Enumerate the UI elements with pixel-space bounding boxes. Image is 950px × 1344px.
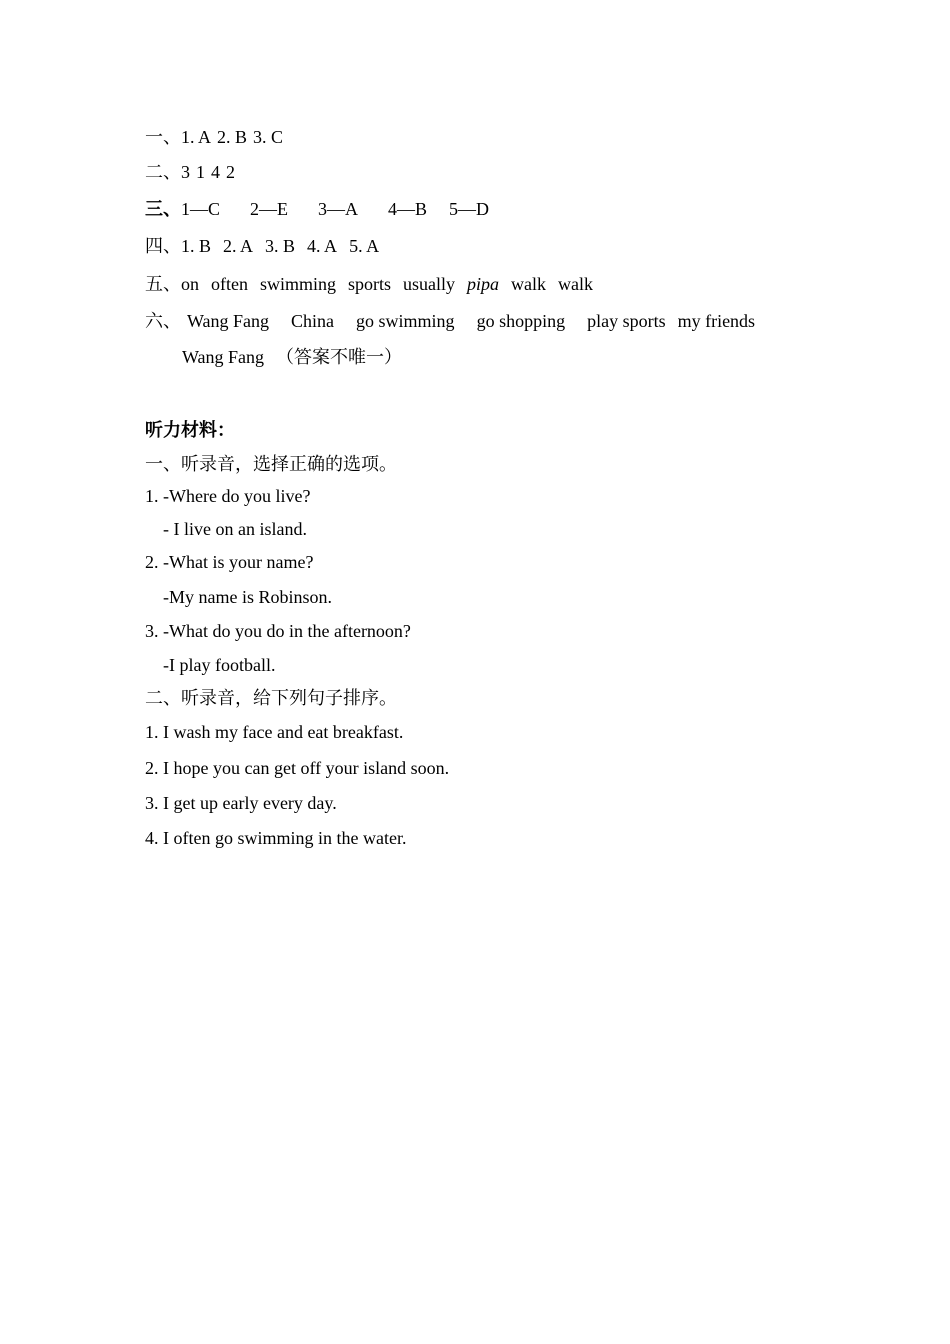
answer-section-4 (145, 235, 379, 257)
answer-item: on (181, 274, 199, 294)
answer-item: 2 (226, 162, 235, 182)
section-label: 二、 (145, 162, 181, 182)
answer-item: swimming (259, 274, 336, 294)
answer-item: 5. A (349, 236, 380, 256)
listening-line: 1. -Where do you live? (145, 486, 311, 506)
listening-line: -My name is Robinson. (163, 587, 332, 607)
listening-part-2-heading: 二、听录音，给下列句子排序。 (145, 688, 397, 708)
answer-item: my friends (677, 311, 756, 331)
answer-section-6 (145, 310, 755, 332)
listening-line: 2. I hope you can get off your island soon. (145, 758, 450, 778)
answer-item: 1 (196, 162, 205, 182)
answer-item: Wang Fang (187, 311, 270, 331)
section-label: 四、 (145, 236, 181, 256)
listening-title: 听力材料： (145, 420, 235, 440)
section-label: 五、 (145, 274, 181, 294)
answer-item: go swimming (356, 311, 455, 331)
answer-item: 2—E (250, 199, 289, 219)
section-label: 六、 (145, 311, 181, 331)
answer-section-1 (145, 126, 283, 148)
answer-item: 3. B (265, 236, 296, 256)
answer-note: （答案不唯一） (276, 347, 403, 367)
listening-part-1-heading: 一、听录音，选择正确的选项。 (145, 454, 397, 474)
answer-item: pipa (467, 274, 500, 294)
answer-item: 4. A (307, 236, 338, 256)
answer-item: 4—B (388, 199, 428, 219)
section-label: 一、 (145, 127, 181, 147)
answer-item: 5—D (449, 199, 490, 219)
answer-item: 1—C (181, 199, 221, 219)
answer-item: 3 (181, 162, 190, 182)
listening-line: 3. -What do you do in the afternoon? (145, 621, 411, 641)
answer-item: play sports (587, 311, 666, 331)
answer-item: Wang Fang (182, 347, 265, 367)
answer-item: China (291, 311, 335, 331)
answer-item: 2. B (217, 127, 248, 147)
answer-item: sports (348, 274, 392, 294)
listening-line: 2. -What is your name? (145, 552, 314, 572)
answer-item: walk (511, 274, 547, 294)
answer-item: usually (403, 274, 456, 294)
answer-item: 4 (211, 162, 220, 182)
answer-item: 3. C (253, 127, 284, 147)
listening-line: - I live on an island. (163, 519, 307, 539)
answer-section-5 (145, 273, 593, 295)
answer-section-3 (145, 198, 489, 220)
listening-line: 3. I get up early every day. (145, 793, 337, 813)
answer-item: walk (558, 274, 594, 294)
answer-section-2 (145, 161, 235, 183)
answer-item: 2. A (223, 236, 254, 256)
answer-item: go shopping (476, 311, 566, 331)
listening-line: 1. I wash my face and eat breakfast. (145, 722, 404, 742)
listening-line: 4. I often go swimming in the water. (145, 828, 407, 848)
answer-section-6-line-2 (182, 346, 402, 368)
answer-item: often (211, 274, 248, 294)
answer-item: 1. A (181, 127, 212, 147)
listening-line: -I play football. (163, 655, 276, 675)
answer-item: 1. B (181, 236, 212, 256)
section-label: 三、 (145, 199, 181, 219)
answer-item: 3—A (318, 199, 359, 219)
